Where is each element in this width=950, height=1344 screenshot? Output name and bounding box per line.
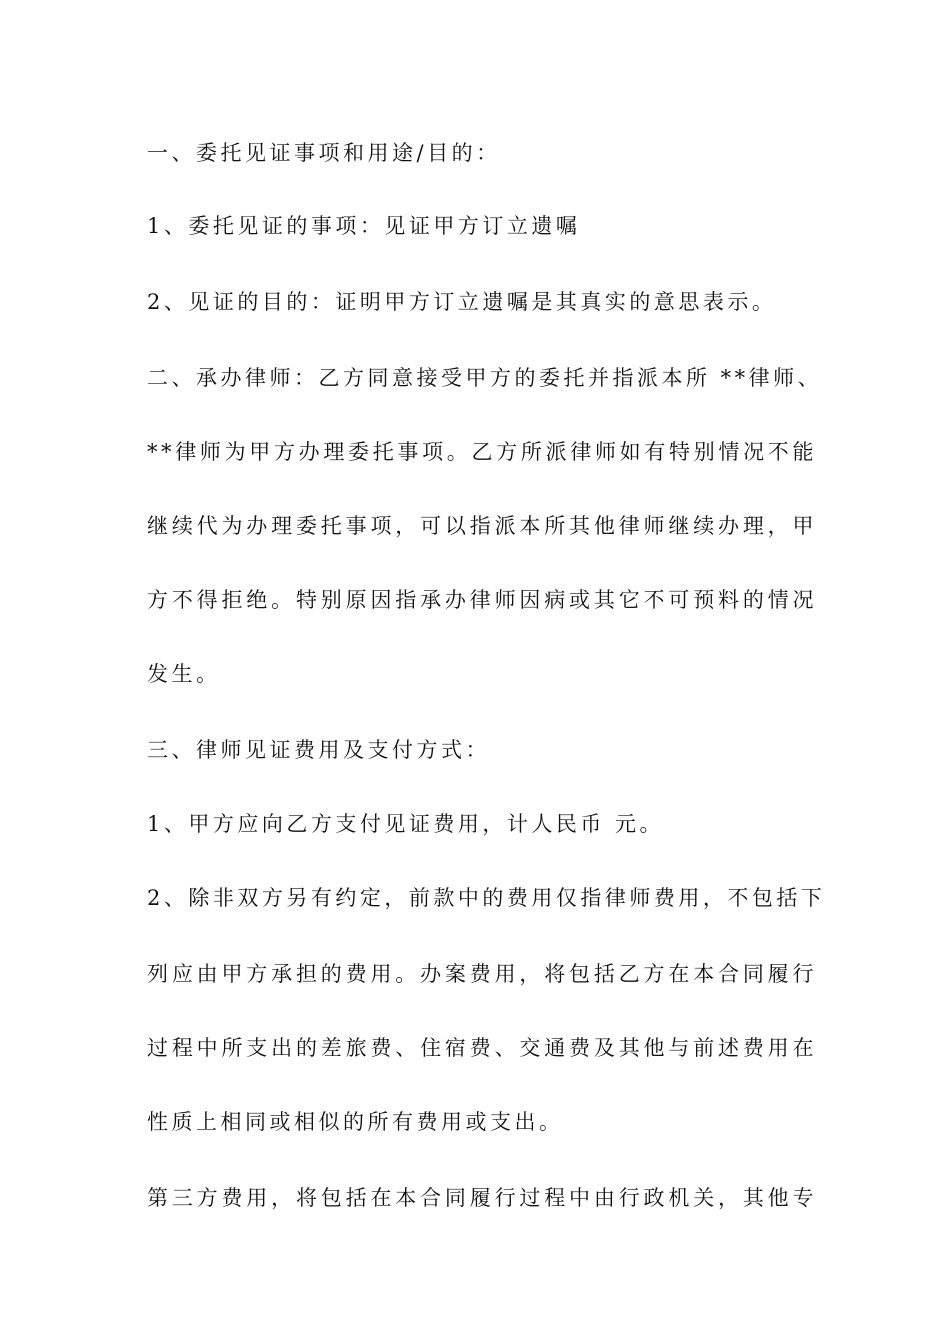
- section-1-item-2: 2、见证的目的：证明甲方订立遗嘱是其真实的意思表示。: [147, 290, 777, 314]
- section-3-item-2-line-3: 过程中所支出的差旅费、住宿费、交通费及其他与前述费用在: [147, 1036, 817, 1060]
- section-2-line-4: 方不得拒绝。特别原因指承办律师因病或其它不可预料的情况: [147, 588, 817, 612]
- section-1-item-1: 1、委托见证的事项：见证甲方订立遗嘱: [147, 214, 581, 238]
- section-1-heading: 一、委托见证事项和用途/目的：: [147, 141, 501, 165]
- third-party-fees-line-1: 第三方费用，将包括在本合同履行过程中由行政机关，其他专: [147, 1186, 817, 1210]
- section-2-line-5: 发生。: [147, 662, 221, 686]
- section-3-item-2-line-2: 列应由甲方承担的费用。办案费用，将包括乙方在本合同履行: [147, 962, 817, 986]
- section-3-item-2-line-1: 2、除非双方另有约定，前款中的费用仅指律师费用，不包括下: [147, 886, 826, 910]
- section-2-line-2: **律师为甲方办理委托事项。乙方所派律师如有特别情况不能: [147, 440, 817, 464]
- section-2-line-3: 继续代为办理委托事项，可以指派本所其他律师继续办理，甲: [147, 514, 817, 538]
- section-3-heading: 三、律师见证费用及支付方式：: [147, 738, 490, 762]
- section-2-line-1: 二、承办律师：乙方同意接受甲方的委托并指派本所 **律师、: [147, 366, 823, 390]
- section-3-item-1: 1、甲方应向乙方支付见证费用，计人民币 元。: [147, 812, 665, 836]
- section-3-item-2-line-4: 性质上相同或相似的所有费用或支出。: [147, 1110, 564, 1134]
